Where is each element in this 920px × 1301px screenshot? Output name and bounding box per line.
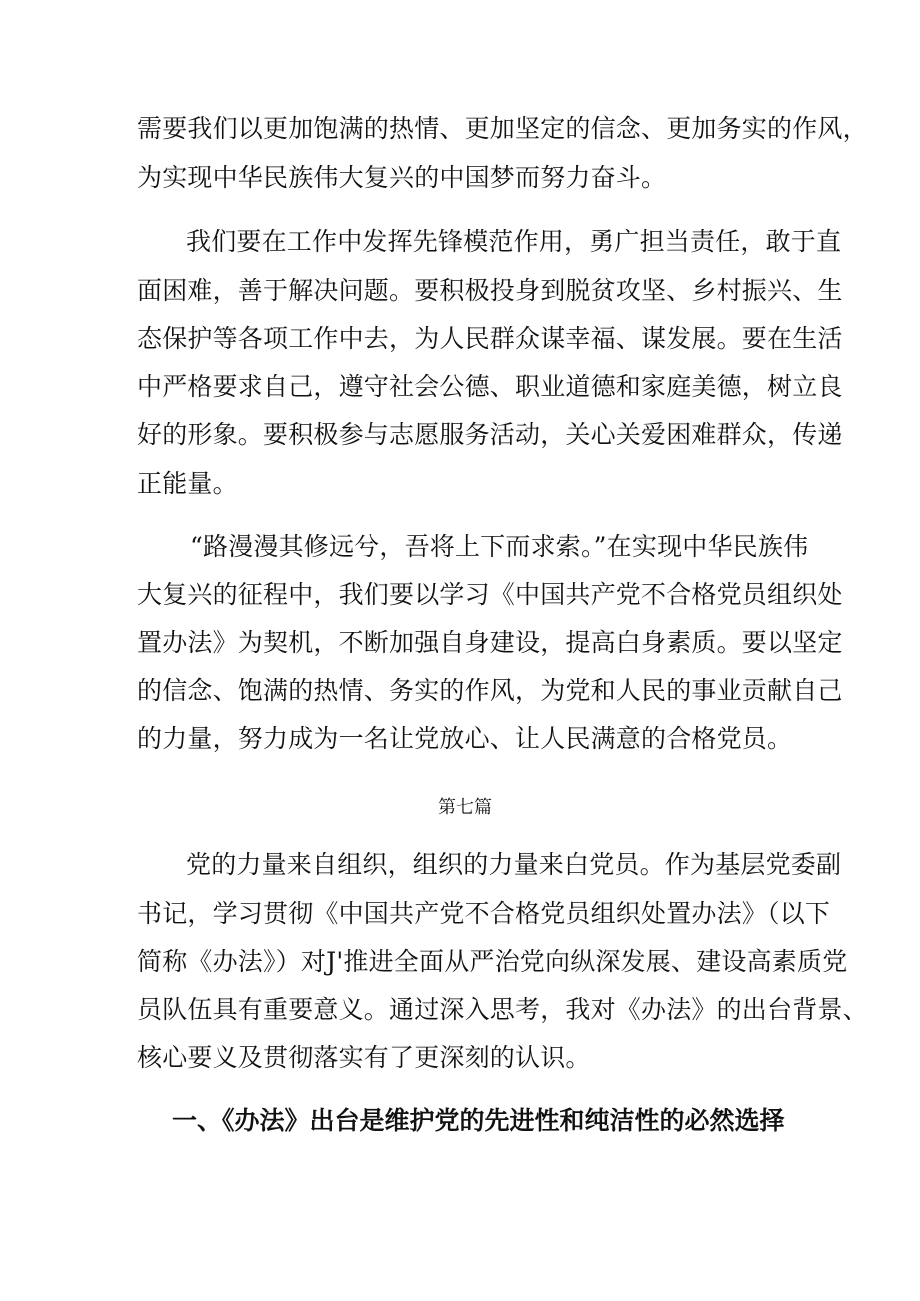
paragraph-line: “路漫漫其修远兮，吾将上下而求索。”在实现中华民族伟	[190, 532, 809, 561]
paragraph-line: 需要我们以更加饱满的热情、更加坚定的信念、更加务实的作风，	[137, 114, 868, 143]
paragraph-line: 我们要在工作中发挥先锋模范作用，勇广担当责任，敢于直	[186, 227, 842, 256]
section-heading: 一、《办法》出台是维护党的先进性和纯洁性的必然选择	[172, 1106, 785, 1135]
paragraph-line: 正能量。	[137, 469, 238, 498]
paragraph-line: 党的力量来自组织，组织的力量来白党员。作为基层党委副	[186, 850, 842, 879]
paragraph-line: 的信念、饱满的热情、务实的作风，为党和人民的事业贡献自己	[137, 676, 843, 705]
paragraph-line: 为实现中华民族伟大复兴的中国梦而努力奋斗。	[137, 163, 667, 192]
paragraph-line: 中严格要求自己，遵守社会公德、职业道德和家庭美德，树立良	[137, 372, 843, 401]
paragraph-line: 面困难，善于解决问题。要积极投身到脱贫攻坚、乡村振兴、生	[137, 276, 843, 305]
section-title: 第七篇	[438, 797, 492, 818]
paragraph-line: 书记，学习贯彻《中国共产党不合格党员组织处置办法》（以下	[137, 899, 831, 928]
paragraph-line: 核心要义及贯彻落实有了更深刻的认识。	[137, 1043, 591, 1072]
paragraph-line: 简称《办法》）对J'推进全面从严治党向纵深发展、建设高素质党	[137, 947, 848, 976]
paragraph-line: 好的形象。要积极参与志愿服务活动，关心关爱困难群众，传递	[137, 420, 843, 449]
paragraph-line: 态保护等各项工作中去，为人民群众谋幸福、谋发展。要在生活	[137, 324, 843, 353]
paragraph-line: 置办法》为契机，不断加强自身建设，提高白身素质。要以坚定	[137, 628, 843, 657]
paragraph-line: 员队伍具有重要意义。通过深入思考，我对《办法》的出台背景、	[137, 995, 868, 1024]
paragraph-line: 的力量，努力成为一名让党放心、让人民满意的合格党员。	[137, 724, 793, 753]
paragraph-line: 大复兴的征程中，我们要以学习《中国共产党不合格党员组织处	[137, 580, 843, 609]
